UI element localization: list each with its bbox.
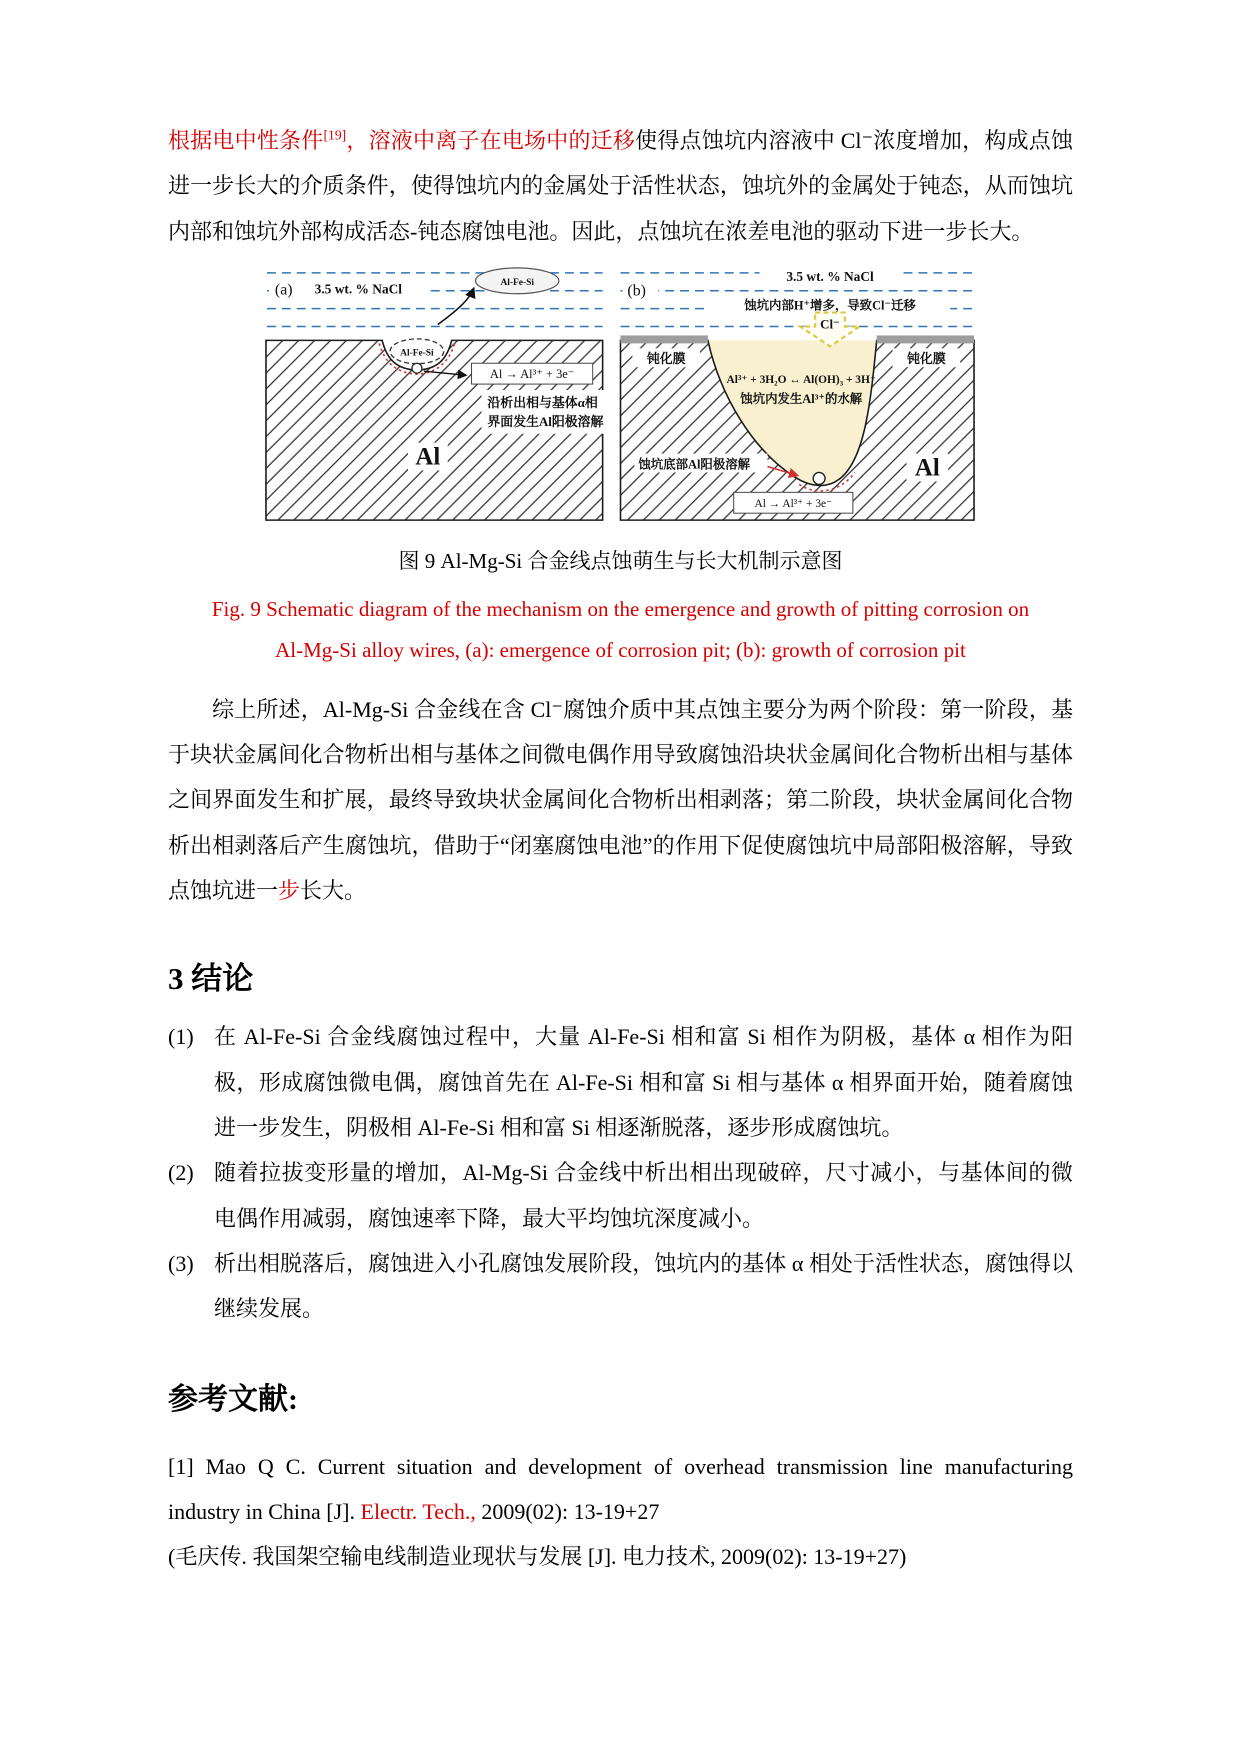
figure-caption-english-line2: Al-Mg-Si alloy wires, (a): emergence of corrosion pit; (b): growth of corrosion pit xyxy=(275,637,966,662)
reaction-a-text: Al → Al³⁺ + 3e⁻ xyxy=(489,367,575,382)
figure-9 xyxy=(168,264,1073,671)
passive-film-right xyxy=(877,335,974,343)
passive-film-left xyxy=(621,335,708,343)
panel-b-label: (b) xyxy=(627,282,646,300)
note-a-line1: 沿析出相与基体α相 xyxy=(487,395,598,410)
reference-1 xyxy=(168,1444,1073,1535)
item-1-text: 在 Al-Fe-Si 合金线腐蚀过程中，大量 Al-Fe-Si 相和富 Si 相作为阴极，基体 α 相作为阳极，形成腐蚀微电偶，腐蚀首先在 Al-Fe-Si 相和富 Si 相与基体 α 相界面开始，随着腐蚀进一步发生，阴极相 Al-Fe-Si 相和富 Si 相逐渐脱落，逐步形成腐蚀坑。 xyxy=(214,1024,1073,1140)
conclusion-list xyxy=(168,1014,1073,1331)
paragraph1-red-run2: ，溶液中离子在电场中的迁移 xyxy=(346,128,636,153)
conclusion-item-1 xyxy=(168,1014,1073,1150)
reaction-b-text: Al → Al³⁺ + 3e⁻ xyxy=(754,498,833,511)
reference-1-chinese: (毛庆传. 我国架空输电线制造业现状与发展 [J]. 电力技术, 2009(02): 13-19+27) xyxy=(168,1544,907,1570)
summary-black-run1: 综上所述，Al-Mg-Si 合金线在含 Cl⁻腐蚀介质中其点蚀主要分为两个阶段：第一阶段，基于块状金属间化合物析出相与基体之间微电偶作用导致腐蚀沿块状金属间化合物析出相与基体之间界面发生和扩展，最终导致块状金属间化合物析出相剥落；第二阶段，块状金属间化合物析出相剥落后产生腐蚀坑，借助于“闭塞腐蚀电池”的作用下促使腐蚀坑中局部阳极溶解，导致点蚀坑进一 xyxy=(168,696,1073,904)
summary-red-run: 步 xyxy=(278,878,301,904)
passive-film-right-label: 钝化膜 xyxy=(907,352,946,367)
citation-19[interactable]: [19] xyxy=(323,127,347,143)
reference-1-journal: Electr. Tech., xyxy=(360,1498,476,1524)
figure-caption-english-line1: Fig. 9 Schematic diagram of the mechanism on the emergence and growth of pitting corrosion on xyxy=(211,596,1030,621)
paragraph1-red-run: 根据电中性条件 xyxy=(168,128,324,153)
hydrolysis-equation: Al³⁺ + 3H₂O ↔ Al(OH)₃ + 3H⁺ xyxy=(726,374,876,387)
section-heading-conclusion: 3 结论 xyxy=(168,961,254,997)
metal-label-a: Al xyxy=(415,443,441,471)
note-a-line2: 界面发生Al阳极溶解 xyxy=(487,414,604,429)
panel-b-note-top: 蚀坑内部H⁺增多，导致Cl⁻迁移 xyxy=(744,298,916,313)
figure-panel-a xyxy=(266,268,650,520)
detachment-arrow xyxy=(438,289,474,325)
anode-note-b: 蚀坑底部Al阳极溶解 xyxy=(638,457,751,472)
pitting-mechanism-diagram xyxy=(263,264,978,529)
paragraph-electroneutrality xyxy=(168,118,1073,254)
anodic-site-b xyxy=(813,472,825,484)
reference-1-part1: [1] Mao Q C. Current situation and development of overhead transmission line manufacturing industry in China [J]. xyxy=(168,1453,1073,1524)
item-3-text: 析出相脱落后，腐蚀进入小孔腐蚀发展阶段，蚀坑内的基体 α 相处于活性状态，腐蚀得以继续发展。 xyxy=(214,1250,1073,1322)
item-1-marker: (1) xyxy=(168,1024,194,1050)
conclusion-item-2 xyxy=(168,1150,1073,1241)
passive-film-left-label: 钝化膜 xyxy=(646,352,686,367)
figure-panel-b xyxy=(621,267,975,520)
hydrolysis-note: 蚀坑内发生Al³⁺的水解 xyxy=(740,391,863,406)
panel-a-solution-label: 3.5 wt. % NaCl xyxy=(314,281,403,297)
paragraph-summary xyxy=(168,687,1073,914)
figure-caption-chinese: 图 9 Al-Mg-Si 合金线点蚀萌生与长大机制示意图 xyxy=(398,548,843,573)
item-3-marker: (3) xyxy=(168,1250,194,1276)
item-2-text: 随着拉拔变形量的增加，Al-Mg-Si 合金线中析出相出现破碎，尺寸减小，与基体间的微电偶作用减弱，腐蚀速率下降，最大平均蚀坑深度减小。 xyxy=(214,1160,1073,1231)
panel-b-solution-label: 3.5 wt. % NaCl xyxy=(786,268,874,284)
paragraph1-black-run: 使得点蚀坑内溶液中 Cl⁻浓度增加，构成点蚀进一步长大的介质条件，使得蚀坑内的金属处于活性状态，蚀坑外的金属处于钝态，从而蚀坑内部和蚀坑外部构成活态-钝态腐蚀电池。因此，点蚀坑在浓差电池的驱动下进一步长大。 xyxy=(168,128,1073,244)
references-heading: 参考文献: xyxy=(168,1382,298,1416)
summary-black-run2: 长大。 xyxy=(300,878,367,904)
detached-particle-label: Al-Fe-Si xyxy=(500,277,534,288)
pit-particle-a-label: Al-Fe-Si xyxy=(400,348,434,359)
conclusion-item-3 xyxy=(168,1241,1073,1332)
panel-a-label: (a) xyxy=(274,281,293,299)
item-2-marker: (2) xyxy=(168,1160,194,1186)
cl-label: Cl⁻ xyxy=(820,317,840,332)
metal-label-b: Al xyxy=(914,454,940,482)
figure-caption-english xyxy=(168,589,1073,671)
reference-1-part2: 2009(02): 13-19+27 xyxy=(475,1498,660,1524)
anodic-site-a xyxy=(412,363,422,373)
